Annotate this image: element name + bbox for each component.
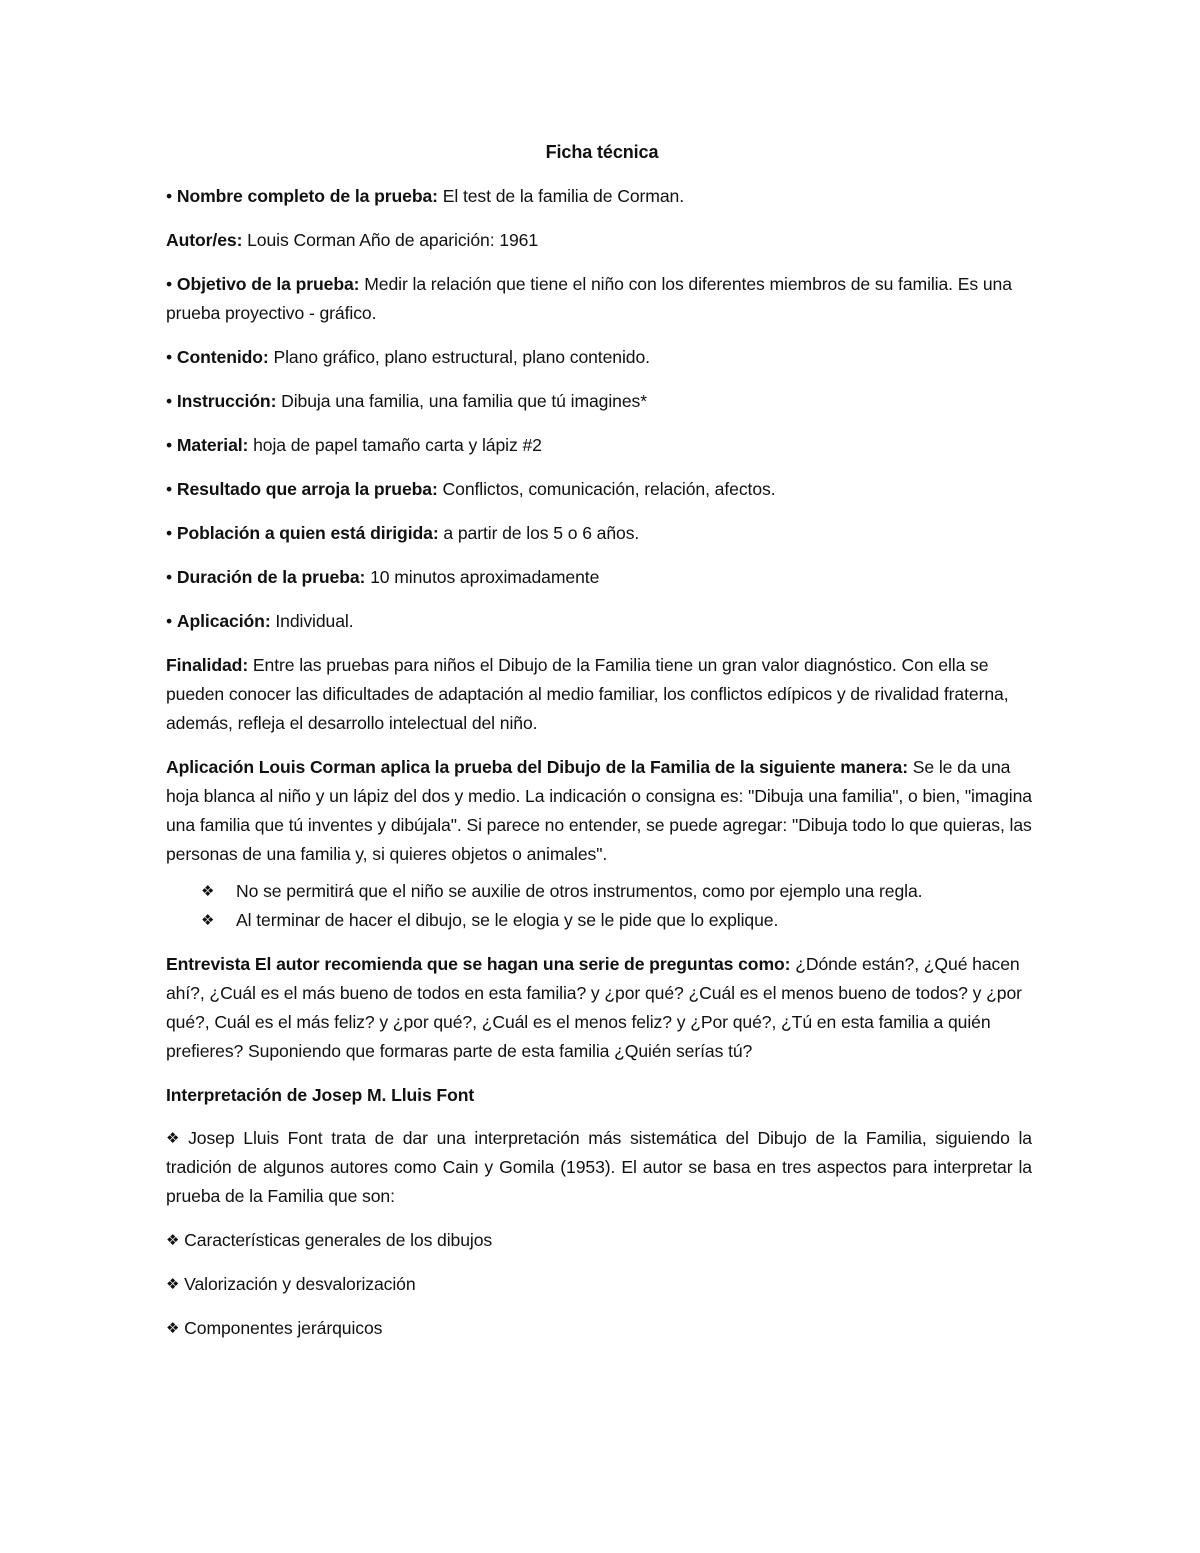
diamond-bullet-icon: ❖ [166, 1232, 180, 1249]
bullet-dot: • [166, 523, 173, 543]
field-material [166, 431, 1032, 460]
field-objetivo [166, 270, 1032, 328]
bullet-dot: • [166, 186, 173, 206]
field-label: Instrucción: [176, 391, 277, 411]
field-value: Individual. [270, 611, 354, 631]
field-value: Louis Corman Año de aparición: 1961 [242, 230, 539, 250]
diamond-bullet-icon: ❖ [166, 1320, 180, 1337]
diamond-bullet-icon: ❖ [201, 912, 215, 929]
interpretacion-intro [166, 1124, 1032, 1211]
field-autor [166, 226, 1032, 255]
document-title: Ficha técnica [545, 142, 659, 162]
diamond-bullet-icon: ❖ [201, 883, 215, 900]
note-text: Al terminar de hacer el dibujo, se le elogia y se le pide que lo explique. [236, 910, 779, 930]
finalidad-text: Entre las pruebas para niños el Dibujo de la Familia tiene un gran valor diagnóstico. Con ella se pueden conocer las dificultades de adaptación al medio familiar, los conflictos edípicos y de rivalidad fraterna, además, refleja el desarrollo intelectual del niño. [166, 655, 1009, 733]
field-label: Autor/es: [166, 230, 243, 250]
field-value: Medir la relación que tiene el niño con los diferentes miembros de su familia. Es una prueba proyectivo - gráfico. [166, 274, 1012, 323]
bullet-dot: • [166, 567, 173, 587]
finalidad-paragraph [166, 651, 1032, 738]
aspect-item [166, 1226, 1032, 1255]
field-contenido [166, 343, 1032, 372]
entrevista-text: ¿Dónde están?, ¿Qué hacen ahí?, ¿Cuál es el más bueno de todos en esta familia? y ¿por qué? ¿Cuál es el menos bueno de todos? y ¿por qué?, Cuál es el más feliz? y ¿por qué?, ¿Cuál es el menos feliz? y ¿Por qué?, ¿Tú en esta familia a quién prefieres? Suponiendo que formaras parte de esta familia ¿Quién serías tú? [166, 954, 1022, 1061]
aspect-item [166, 1314, 1032, 1343]
entrevista-label: Entrevista El autor recomienda que se hagan una serie de preguntas como: [166, 954, 791, 974]
aplicacion-corman-label: Aplicación Louis Corman aplica la prueba del Dibujo de la Familia de la siguiente manera: [166, 757, 908, 777]
entrevista-paragraph [166, 950, 1032, 1066]
bullet-dot: • [166, 391, 173, 411]
field-aplicacion [166, 607, 1032, 636]
field-label: Duración de la prueba: [176, 567, 366, 587]
bullet-dot: • [166, 347, 173, 367]
aspect-item [166, 1270, 1032, 1299]
field-instruccion [166, 387, 1032, 416]
finalidad-label: Finalidad: [166, 655, 249, 675]
document-page [166, 138, 1032, 1358]
list-item [166, 906, 1032, 935]
field-value: Conflictos, comunicación, relación, afectos. [437, 479, 776, 499]
bullet-dot: • [166, 274, 173, 294]
field-label: Aplicación: [176, 611, 271, 631]
aspect-text: Componentes jerárquicos [179, 1318, 383, 1338]
bullet-dot: • [166, 611, 173, 631]
field-nombre [166, 182, 1032, 211]
aspect-text: Características generales de los dibujos [179, 1230, 493, 1250]
aplicacion-corman-text: Se le da una hoja blanca al niño y un lápiz del dos y medio. La indicación o consigna es: "Dibuja una familia", o bien, "imagina una familia que tú inventes y dibújala". Si parece no entender, se puede agregar: "Dibuja todo lo que quieras, las personas de una familia y, si quieres objetos o animales". [166, 757, 1032, 864]
note-text: No se permitirá que el niño se auxilie de otros instrumentos, como por ejemplo una regla. [236, 881, 923, 901]
aspect-text: Valorización y desvalorización [179, 1274, 416, 1294]
field-label: Contenido: [176, 347, 269, 367]
field-value: 10 minutos aproximadamente [365, 567, 600, 587]
field-label: Población a quien está dirigida: [176, 523, 439, 543]
field-poblacion [166, 519, 1032, 548]
field-value: Dibuja una familia, una familia que tú imagines* [276, 391, 647, 411]
field-label: Objetivo de la prueba: [176, 274, 360, 294]
diamond-bullet-icon: ❖ [166, 1130, 180, 1147]
field-resultado [166, 475, 1032, 504]
interpretacion-heading: Interpretación de Josep M. Lluis Font [166, 1085, 475, 1105]
list-item [166, 877, 1032, 906]
field-label: Resultado que arroja la prueba: [176, 479, 438, 499]
interpretacion-intro-text: Josep Lluis Font trata de dar una interpretación más sistemática del Dibujo de la Familia, siguiendo la tradición de algunos autores como Cain y Gomila (1953). El autor se basa en tres aspectos para interpretar la prueba de la Familia que son: [166, 1128, 1032, 1206]
aplicacion-corman-paragraph [166, 753, 1032, 869]
field-label: Nombre completo de la prueba: [176, 186, 438, 206]
bullet-dot: • [166, 479, 173, 499]
diamond-bullet-icon: ❖ [166, 1276, 180, 1293]
bullet-dot: • [166, 435, 173, 455]
field-value: El test de la familia de Corman. [437, 186, 684, 206]
field-duracion [166, 563, 1032, 592]
aplicacion-notes-list [166, 877, 1032, 935]
field-value: Plano gráfico, plano estructural, plano contenido. [268, 347, 650, 367]
field-value: a partir de los 5 o 6 años. [438, 523, 640, 543]
field-value: hoja de papel tamaño carta y lápiz #2 [248, 435, 542, 455]
field-label: Material: [176, 435, 249, 455]
